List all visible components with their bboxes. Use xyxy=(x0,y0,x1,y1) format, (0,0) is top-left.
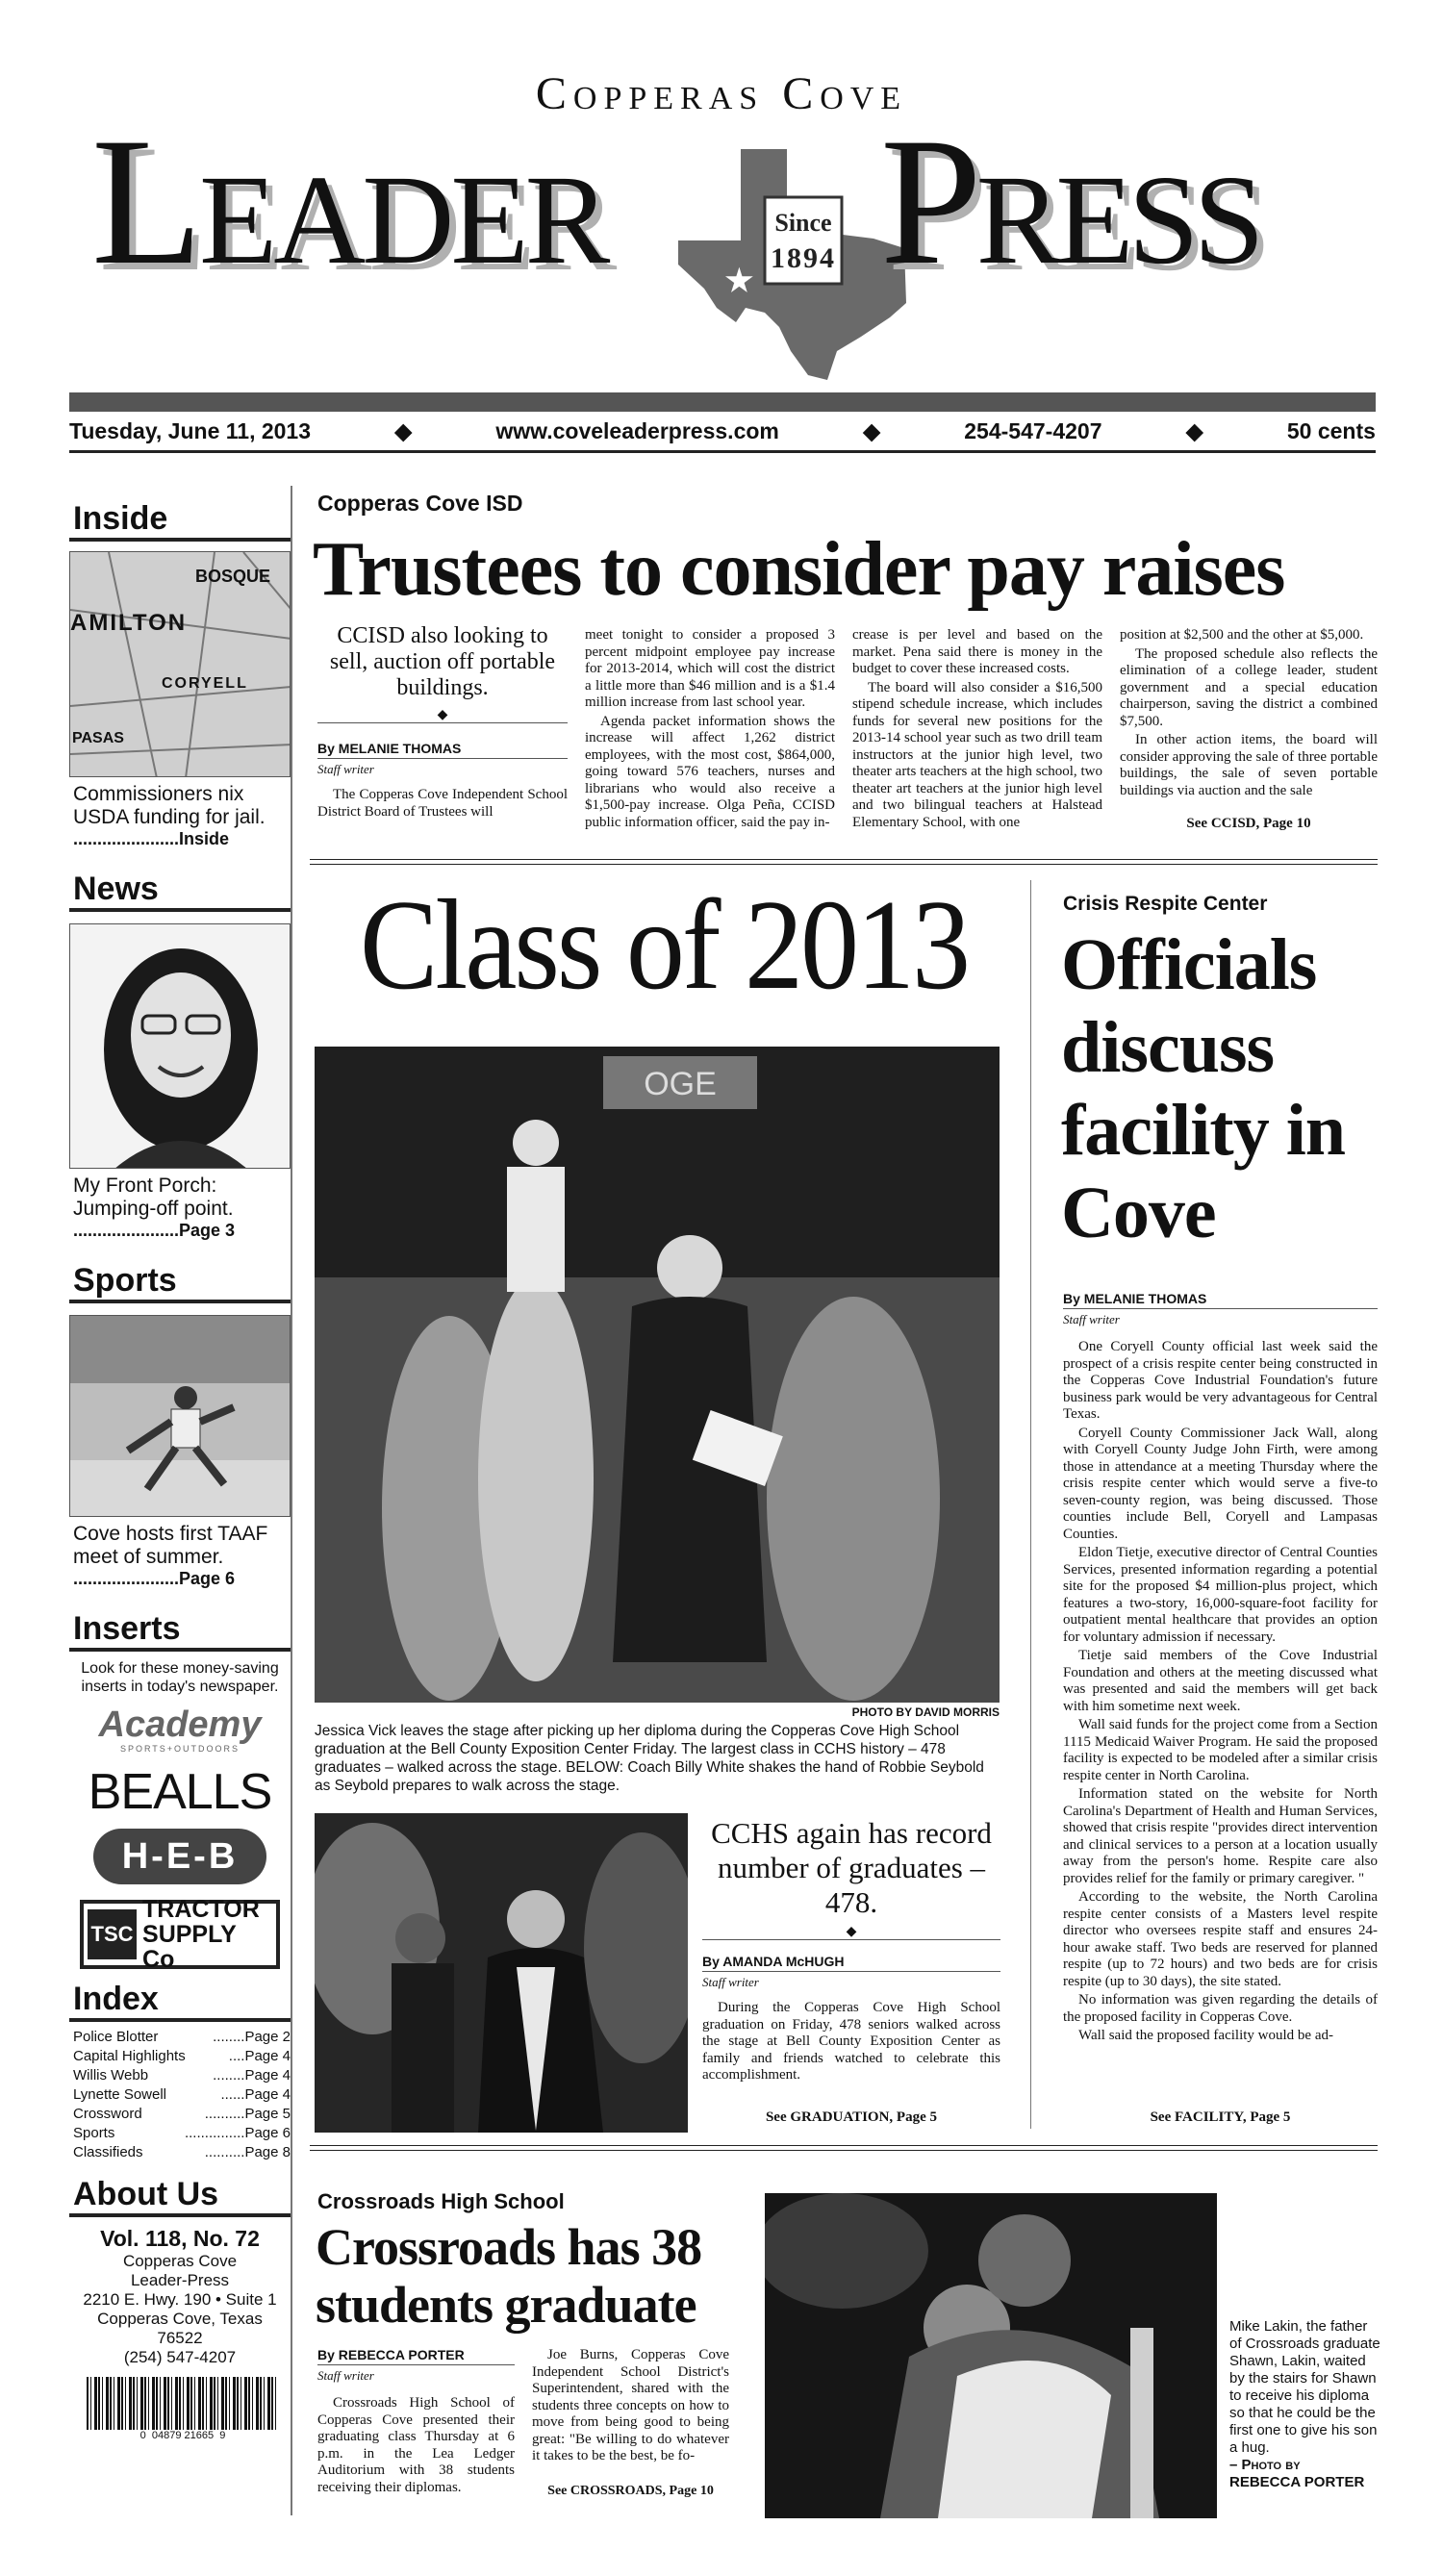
hug-credit-prefix: – Photo by xyxy=(1229,2457,1301,2473)
diamond-icon: ◆ xyxy=(702,1926,1000,1940)
index-item[interactable]: Police Blotter ........ Page 2 xyxy=(73,2029,291,2045)
about-line: 2210 E. Hwy. 190 • Suite 1 xyxy=(83,2290,277,2309)
index-item[interactable]: Classifieds .......... Page 8 xyxy=(73,2144,291,2160)
index-list xyxy=(69,2028,291,2162)
ccisd-paragraph: meet tonight to consider a proposed 3 percent midpoint employee pay increase for 2013-2014, which will cost the district a little more than $46 million and is a $1.4 million increase from last school year. xyxy=(585,627,835,710)
crossroads-paragraph: Crossroads High School of Copperas Cove presented their graduating class Thursday at 6 p.m. in the Lea Ledger Auditorium with 38 students receiving their diplomas. xyxy=(317,2395,515,2495)
tsc-line1: TRACTOR xyxy=(142,1896,260,1923)
facility-byline: By MELANIE THOMAS xyxy=(1063,1291,1378,1309)
ccisd-deck-column xyxy=(317,623,568,835)
sports-heading: Sports xyxy=(69,1262,291,1303)
academy-subline: SPORTS+OUTDOORS xyxy=(119,1744,240,1754)
crossroads-byline: By REBECCA PORTER xyxy=(317,2347,515,2365)
index-heading: Index xyxy=(69,1981,291,2022)
handshake-scene-icon xyxy=(315,1813,688,2133)
graduation-sidebar-story xyxy=(702,1813,1000,2140)
heb-wordmark: H-E-B xyxy=(121,1835,239,1877)
sports-photo xyxy=(69,1315,291,1517)
bealls-logo: BEALLS xyxy=(88,1764,272,1820)
tsc-logo xyxy=(80,1896,280,1973)
facility-paragraph: Wall said funds for the project come from a Section 1115 Medicaid Waiver Program. He said the proposed facility is expected to be modeled after a similar crisis respite center in North Carolina. xyxy=(1063,1717,1378,1783)
graduation-caption: Jessica Vick leaves the stage after picking up her diploma during the Copperas Cove High School graduation at the Bell County Exposition Center Friday. The largest class in CCHS history – 478 graduates – walked across the stage. BELOW: Coach Billy White shakes the hand of Robbie Seybold as Seybold prepares to walk across the stage. xyxy=(315,1723,984,1794)
inserts-heading: Inserts xyxy=(69,1610,291,1652)
index-item[interactable]: Sports ............... Page 6 xyxy=(73,2125,291,2141)
crossroads-staff: Staff writer xyxy=(317,2368,374,2383)
academy-logo xyxy=(69,1705,291,1754)
diamond-icon: ◆ xyxy=(863,417,880,443)
index-item[interactable]: Lynette Sowell ...... Page 4 xyxy=(73,2086,291,2103)
graduation-paragraph: During the Copperas Cove High School graduation on Friday, 478 seniors walked across the stage at Bell County Exposition Center as family and friends watched to celebrate this accomplishment. xyxy=(702,2000,1000,2083)
about-line: 76522 xyxy=(157,2329,203,2347)
diamond-icon: ◆ xyxy=(394,417,413,443)
ccisd-kicker: Copperas Cove ISD xyxy=(317,491,523,516)
heb-logo xyxy=(93,1829,266,1884)
facility-paragraph: According to the website, the North Carolina respite center consists of a Masters level respite director who oversees respite staff and ensures 24-hour awake staff. Two beds are reserved for planned respite (up to 72 hours) and two beds are for crisis respite (up to 30 days), the site stated. xyxy=(1063,1889,1378,1989)
map-label: PASAS xyxy=(72,730,124,746)
graduation-byline: By AMANDA McHUGH xyxy=(702,1954,1000,1972)
sports-caption: Cove hosts first TAAF meet of summer. xyxy=(73,1523,268,1568)
map-label: BOSQUE xyxy=(195,567,271,586)
news-portrait xyxy=(69,923,291,1169)
map-label: AMILTON xyxy=(70,610,188,636)
sidebar-divider xyxy=(291,486,292,2515)
about-line: Leader-Press xyxy=(130,2271,230,2289)
phone-number: 254-547-4207 xyxy=(964,417,1102,443)
news-heading: News xyxy=(69,871,291,912)
crossroads-kicker: Crossroads High School xyxy=(317,2189,565,2213)
graduation-main-photo xyxy=(315,1047,1000,1703)
ccisd-column-3 xyxy=(852,627,1102,835)
facility-kicker: Crisis Respite Center xyxy=(1063,893,1268,915)
ccisd-paragraph: The board will also consider a $16,500 stipend schedule increase, which includes funds for several new positions for the 2013-14 school year such as two drill team instructors at the junior high level, two theater arts teachers at the high school, two theater art teachers at the junior high level and two bilingual teachers at Halstead Elementary School, with one xyxy=(852,679,1102,830)
facility-paragraph: Tietje said members of the Cove Industrial Foundation and others at the meeting discussed what was presented and said the members will get back with him sometime next week. xyxy=(1063,1648,1378,1714)
index-item[interactable]: Capital Highlights .... Page 4 xyxy=(73,2048,291,2064)
about-heading: About Us xyxy=(69,2176,291,2217)
facility-staff: Staff writer xyxy=(1063,1312,1120,1326)
tsc-line2: SUPPLY Co xyxy=(142,1921,237,1973)
column-divider xyxy=(1030,880,1031,2129)
jumper-icon xyxy=(70,1316,291,1517)
diamond-icon: ◆ xyxy=(317,709,568,723)
ccisd-paragraph: crease is per level and based on the market. Pena said there is money in the budget to cover these increased costs. xyxy=(852,627,1102,676)
inside-ref[interactable]: ......................Inside xyxy=(73,829,230,848)
inside-map xyxy=(69,551,291,777)
ccisd-deck: CCISD also looking to sell, auction off portable buildings. xyxy=(329,623,556,700)
ccisd-column-2 xyxy=(585,627,835,835)
section-rule xyxy=(310,864,1378,865)
inside-caption: Commissioners nix USDA funding for jail. xyxy=(73,783,266,828)
graduation-jump-link[interactable]: See GRADUATION, Page 5 xyxy=(765,2109,938,2125)
about-block xyxy=(69,2225,291,2367)
barcode xyxy=(87,2377,279,2430)
facility-paragraph: Coryell County Commissioner Jack Wall, along with Coryell County Judge John Firth, were among those in attendance at a meeting Thursday where the crisis respite center which would serve a five-to seven-county region, was being discussed. Those counties include Bell, Coryell and Lampasas Counties. xyxy=(1063,1425,1378,1542)
since-year: 1894 xyxy=(771,242,836,274)
crossroads-column-1 xyxy=(317,2347,515,2511)
graduation-photo-credit: PHOTO BY DAVID MORRIS xyxy=(851,1705,1000,1719)
ccisd-paragraph: Agenda packet information shows the increase will affect 1,262 district employees, with the most cost, $864,000, going toward 576 teachers, nurses and librarians who would also receive a $1,500-pay increase. Olga Peña, CCISD public information officer, said the pay in- xyxy=(585,713,835,830)
news-caption: My Front Porch: Jumping-off point. xyxy=(73,1174,234,1220)
graduation-handshake-photo xyxy=(315,1813,688,2133)
crossroads-jump-link[interactable]: See CROSSROADS, Page 10 xyxy=(547,2484,714,2498)
graduation-staff: Staff writer xyxy=(702,1975,759,1989)
facility-jump-link[interactable]: See FACILITY, Page 5 xyxy=(1150,2109,1291,2125)
ccisd-paragraph: The proposed schedule also reflects the elimination of a college leader, student government and a special education chairperson, saving the district a combined $7,500. xyxy=(1120,645,1378,729)
dateline-rule-bottom xyxy=(69,450,1376,453)
inside-heading: Inside xyxy=(69,500,291,542)
crossroads-photo-caption xyxy=(1229,2318,1383,2520)
crossroads-paragraph: Joe Burns, Copperas Cove Independent School District's Superintendent, shared with the students three concepts on how to move from being good to being great: "Be willing to do whatever it takes to be the best, be fo- xyxy=(532,2347,729,2463)
dateline xyxy=(69,416,1376,446)
masthead-press: Press xyxy=(880,101,1259,303)
index-item[interactable]: Crossword .......... Page 5 xyxy=(73,2106,291,2122)
issue-date: Tuesday, June 11, 2013 xyxy=(69,417,312,443)
crossroads-hug-photo xyxy=(765,2193,1217,2518)
section-rule xyxy=(310,2150,1378,2151)
facility-paragraph: Information stated on the website for North Carolina's Department of Health and Human Services, showed that crisis respite "provides direct intervention and clinical services to a person at a location usually away from the person's home. Respite care also provides relief for the family or primary caregiver. " xyxy=(1063,1786,1378,1886)
about-line: Copperas Cove xyxy=(122,2252,238,2270)
crossroads-column-2 xyxy=(532,2347,729,2472)
ccisd-headline[interactable]: Trustees to consider pay raises xyxy=(313,527,1285,612)
ccisd-staff: Staff writer xyxy=(317,762,374,776)
masthead-top-line: Copperas Cove xyxy=(535,68,908,119)
news-ref[interactable]: ......................Page 3 xyxy=(73,1221,236,1240)
price: 50 cents xyxy=(1286,417,1376,443)
facility-paragraph: Wall said the proposed facility would be ad- xyxy=(1078,2028,1333,2043)
index-item[interactable]: Willis Webb ........ Page 4 xyxy=(73,2067,291,2084)
barcode-digits: 0 04879 21665 9 xyxy=(139,2430,226,2441)
facility-paragraph: One Coryell County official last week said the prospect of a crisis respite center being constructed in the Copperas Cove Industrial Foundation's future business park would be very advantageous for Central Texas. xyxy=(1063,1339,1378,1422)
about-line: Copperas Cove, Texas xyxy=(97,2310,263,2328)
facility-headline[interactable]: Officials discuss facility in Cove xyxy=(1061,924,1346,1253)
ccisd-jump-link[interactable]: See CCISD, Page 10 xyxy=(1186,816,1311,831)
ccisd-paragraph: The Copperas Cove Independent School District Board of Trustees will xyxy=(317,787,568,820)
graduation-deck: CCHS again has record number of graduates – 478. xyxy=(711,1816,992,1919)
facility-body xyxy=(1063,1291,1378,2110)
diamond-icon: ◆ xyxy=(1185,417,1203,443)
since-label: Since xyxy=(774,209,832,237)
crossroads-headline[interactable]: Crossroads has 38 students graduate xyxy=(316,2218,702,2334)
dateline-rule-top xyxy=(69,392,1376,412)
facility-paragraph: Eldon Tietje, executive director of Central Counties Services, presented information regarding a potential site for the proposed $4 million-plus project, which features a two-story, 16,000-square-foot facility for outpatient mental healthcare that provides an option for voluntary admission if necessary. xyxy=(1063,1545,1378,1645)
stage-banner-text: OGE xyxy=(644,1066,717,1102)
volume: Vol. 118, No. 72 xyxy=(100,2226,260,2251)
inserts-intro: Look for these money-saving inserts in today's newspaper. xyxy=(81,1660,279,1695)
sidebar xyxy=(69,500,291,2441)
academy-wordmark: Academy xyxy=(98,1705,262,1745)
section-rule xyxy=(310,859,1378,860)
section-rule xyxy=(310,2145,1378,2146)
facility-paragraph: No information was given regarding the details of the proposed facility in Copperas Cove. xyxy=(1063,1992,1378,2025)
hug-scene-icon xyxy=(765,2193,1217,2518)
sports-ref[interactable]: ......................Page 6 xyxy=(73,1569,236,1588)
ccisd-paragraph: In other action items, the board will consider approving the sale of three portable buildings, the sale of seven portable buildings via auction and the sale xyxy=(1120,732,1378,798)
hug-credit-name: REBECCA PORTER xyxy=(1229,2474,1365,2490)
ccisd-byline: By MELANIE THOMAS xyxy=(317,741,568,759)
map-label: CORYELL xyxy=(162,675,248,692)
tsc-badge: TSC xyxy=(88,1909,137,1959)
hug-caption: Mike Lakin, the father of Crossroads graduate Shawn, Lakin, waited by the stairs for Shawn to receive his diploma so that he could be the first one to give his son a hug. xyxy=(1229,2318,1380,2456)
about-line: (254) 547-4207 xyxy=(123,2348,237,2366)
ccisd-column-4 xyxy=(1120,627,1378,810)
masthead-leader: Leader xyxy=(91,101,607,303)
ccisd-paragraph: position at $2,500 and the other at $5,000. xyxy=(1120,627,1364,643)
website-link[interactable]: www.coveleaderpress.com xyxy=(495,417,779,443)
graduation-scene-icon xyxy=(315,1047,1000,1703)
portrait-icon xyxy=(70,924,291,1169)
graduation-headline[interactable]: Class of 2013 xyxy=(360,873,968,1017)
